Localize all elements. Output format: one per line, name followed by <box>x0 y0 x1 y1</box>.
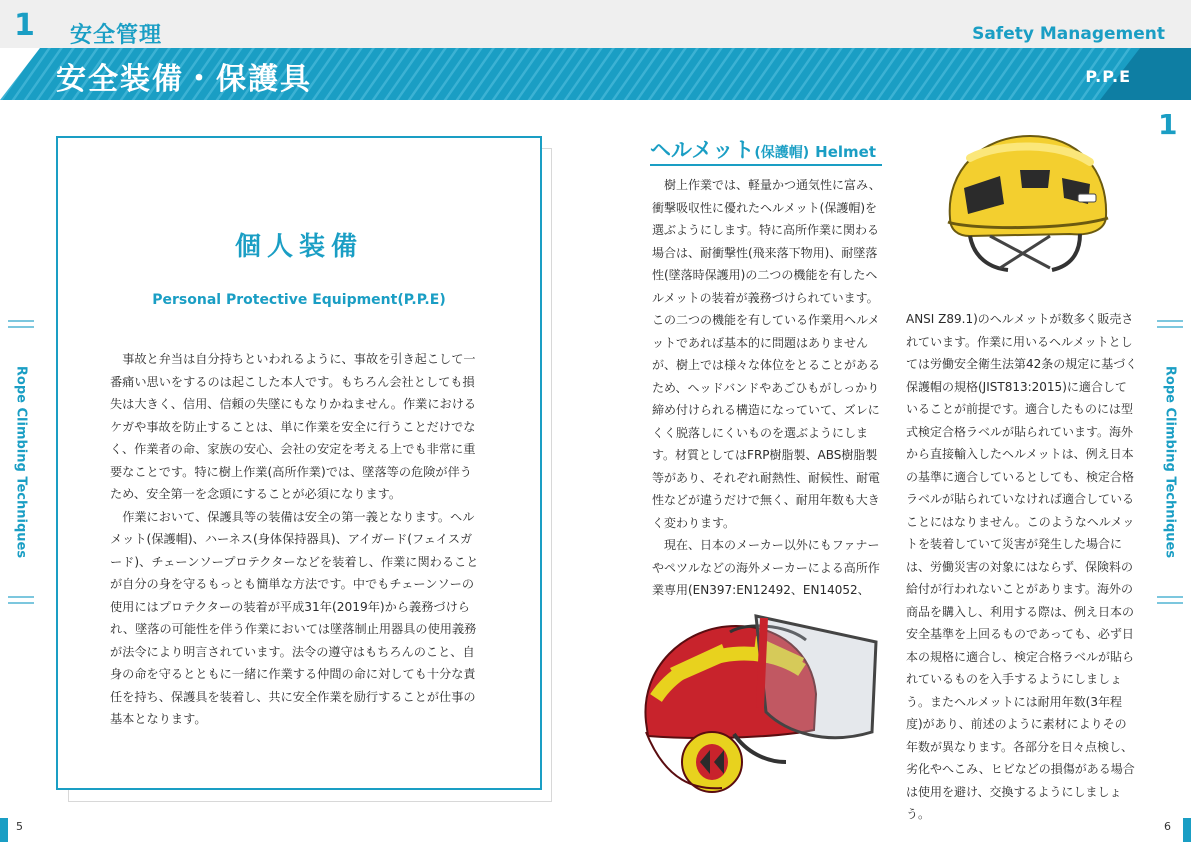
ppe-panel <box>56 136 542 790</box>
chapter-number: 1 <box>14 8 35 43</box>
helmet-paragraph: ANSI Z89.1)のヘルメットが数多く販売されています。作業に用いるヘルメットとしては労働安全衛生法第42条の規定に基づく保護帽の規格(JIST813:2015)に適合していることが前提です。適合したものには型式検定合格ラベルが貼られています。海外から直接輸入したヘルメットは、例え日本の基準に適合しているとしても、検定合格ラベルが貼られていなければ適合していることにはなりません。このようなヘルメットを装着していて災害が発生した場合には、労働災害の対象にはならず、保険料の給付が行われないことがあります。海外の商品を購入し、利用する際は、例え日本の安全基準を上回るものであっても、必ず日本の規格に適合し、検定合格ラベルが貼られているものを入手するようにしましょう。またヘルメットには耐用年数(3年程度)があり、前述のように素材によりその年数が異なります。各部分を日々点検し、劣化やへこみ、ヒビなどの損傷がある場合は使用を避け、交換するようにしましょう。 <box>906 312 1138 821</box>
right-chapter-number: 1 <box>1158 108 1178 141</box>
helmet-paragraph: 樹上作業では、軽量かつ通気性に富み、衝撃吸収性に優れたヘルメット(保護帽)を選ぶようにします。特に高所作業に関わる場合は、耐衝撃性(飛来落下物用)、耐墜落性(墜落時保護用)の二つの機能を有したヘルメットの装着が義務づけられています。この二つの機能を有している作業用ヘルメットであれば基本的に問題はありませんが、樹上では様々な体位をとることがあるため、ヘッドバンドやあごひもがしっかり締め付けられる構造になっていて、ズレにくく脱落しにくいものを選ぶようにします。材質としてはFRP樹脂製、ABS樹脂製等があり、それぞれ耐熱性、耐候性、耐電性などが違うだけで無く、耐用年数も大きく変わります。 <box>652 178 881 530</box>
panel-body <box>110 348 484 731</box>
panel-paragraph: 作業において、保護具等の装備は安全の第一義となります。ヘルメット(保護帽)、ハーネス(身体保持器具)、アイガード(フェイスガード)、チェーンソープロテクターなどを装着し、作業に関わることが自分の身を守るもっとも簡単な方法です。中でもチェーンソーの使用にはプロテクターの装着が平成31年(2019年)から義務づけられ、墜落の可能性を伴う作業においては墜落制止用器具の使用義務が法令により明言されています。法令の遵守はもちろんのこと、自身の命を守るとともに一緒に作業する仲間の命に対しても十分な責任を持ち、保護具を装着し、共に安全作業を励行することが仕事の基本となります。 <box>110 509 479 726</box>
page-number-left: 5 <box>16 820 23 833</box>
helmet-heading-en: Helmet <box>815 143 877 161</box>
panel-paragraph: 事故と弁当は自分持ちといわれるように、事故を引き起こして一番痛い思いをするのは起こした本人です。もちろん会社としても損失は大きく、信用、信頼の失墜にもなりかねません。作業におけるケガや事故を防止することは、単に作業を安全に行うことだけでなく、作業者の命、家族の安心、会社の安定を考える上でも非常に重要なことです。特に樹上作業(高所作業)では、墜落等の危険が伴うため、安全第一を念頭にすることが必須になります。 <box>110 352 477 501</box>
helmet-text-column-2 <box>906 308 1138 826</box>
page-marker-right <box>1183 818 1191 842</box>
side-tab-left-label: Rope Climbing Techniques <box>13 365 29 559</box>
helmet-paragraph: 現在、日本のメーカー以外にもファナーやペツルなどの海外メーカーによる高所作業専用(EN397:EN12492、EN14052、 <box>652 538 880 597</box>
page-title: 安全装備・保護具 <box>56 62 312 97</box>
page-marker-left <box>0 818 8 842</box>
red-helmet-illustration <box>626 612 890 800</box>
section-code: P.P.E <box>1085 67 1131 86</box>
side-tab-right-label: Rope Climbing Techniques <box>1162 365 1178 559</box>
chapter-title-en: Safety Management <box>972 24 1165 44</box>
side-tab-left <box>8 320 34 604</box>
side-tab-right <box>1157 320 1183 604</box>
yellow-helmet-illustration <box>930 118 1120 286</box>
page-number-right: 6 <box>1164 820 1171 833</box>
helmet-heading-jp: ヘルメット <box>650 138 755 162</box>
panel-title: 個人装備 <box>234 232 363 262</box>
helmet-text-column-1 <box>652 174 884 602</box>
chapter-category: 安全管理 <box>70 23 163 48</box>
panel-subtitle: Personal Protective Equipment(P.P.E) <box>152 292 446 308</box>
helmet-heading-paren: (保護帽) <box>754 145 810 161</box>
helmet-heading-rule <box>650 164 882 166</box>
helmet-heading <box>650 134 876 164</box>
